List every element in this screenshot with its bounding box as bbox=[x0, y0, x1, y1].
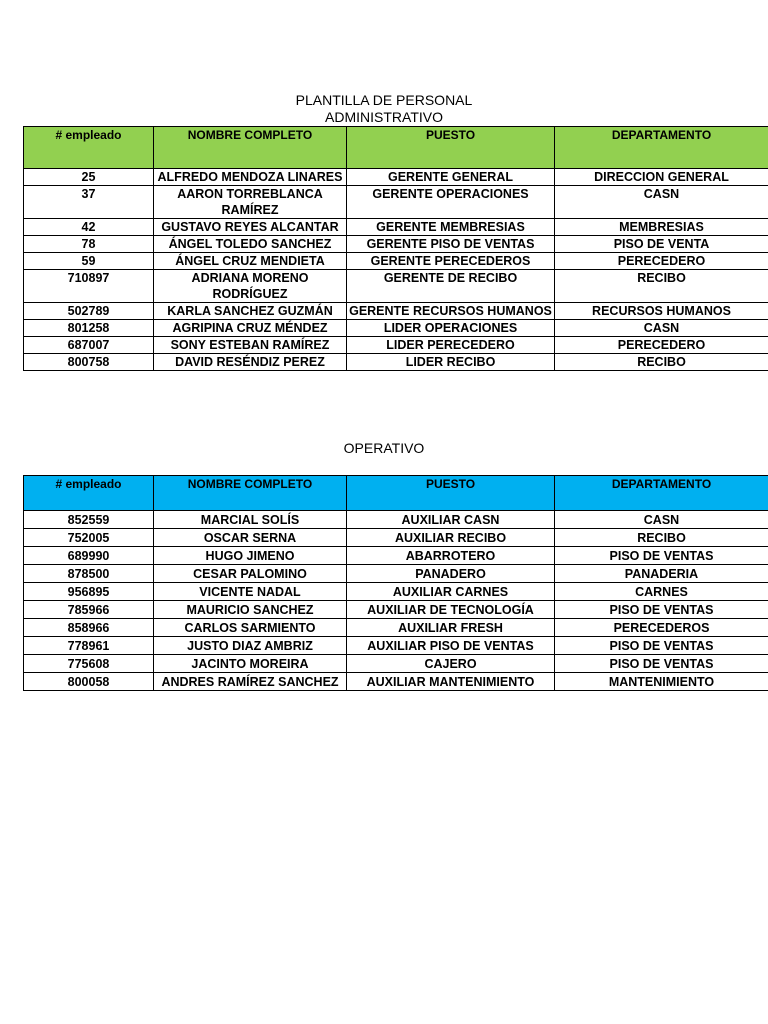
cell-position: GERENTE PISO DE VENTAS bbox=[347, 236, 555, 253]
cell-position: AUXILIAR CASN bbox=[347, 511, 555, 529]
cell-department: PISO DE VENTAS bbox=[555, 637, 768, 655]
table-header-row bbox=[24, 476, 768, 511]
cell-department: CASN bbox=[555, 186, 768, 219]
header-position: PUESTO bbox=[347, 127, 555, 169]
cell-full-name: MAURICIO SANCHEZ bbox=[154, 601, 347, 619]
cell-employee-id: 502789 bbox=[24, 303, 154, 320]
header-department: DEPARTAMENTO bbox=[555, 127, 768, 169]
cell-department: PISO DE VENTAS bbox=[555, 601, 768, 619]
table-row bbox=[24, 583, 768, 601]
cell-employee-id: 778961 bbox=[24, 637, 154, 655]
cell-employee-id: 78 bbox=[24, 236, 154, 253]
header-department: DEPARTAMENTO bbox=[555, 476, 768, 511]
cell-position: LIDER RECIBO bbox=[347, 354, 555, 371]
cell-full-name: VICENTE NADAL bbox=[154, 583, 347, 601]
header-name: NOMBRE COMPLETO bbox=[154, 127, 347, 169]
cell-employee-id: 858966 bbox=[24, 619, 154, 637]
cell-position: GERENTE OPERACIONES bbox=[347, 186, 555, 219]
cell-full-name: ÁNGEL TOLEDO SANCHEZ bbox=[154, 236, 347, 253]
cell-full-name: SONY ESTEBAN RAMÍREZ bbox=[154, 337, 347, 354]
cell-employee-id: 25 bbox=[24, 169, 154, 186]
cell-position: GERENTE DE RECIBO bbox=[347, 270, 555, 303]
cell-full-name: JUSTO DIAZ AMBRIZ bbox=[154, 637, 347, 655]
cell-full-name: ALFREDO MENDOZA LINARES bbox=[154, 169, 347, 186]
cell-full-name: ÁNGEL CRUZ MENDIETA bbox=[154, 253, 347, 270]
cell-position: ABARROTERO bbox=[347, 547, 555, 565]
cell-position: GERENTE PERECEDEROS bbox=[347, 253, 555, 270]
cell-department: PERECEDERO bbox=[555, 253, 768, 270]
table-row bbox=[24, 565, 768, 583]
cell-employee-id: 42 bbox=[24, 219, 154, 236]
table-header-row bbox=[24, 127, 768, 169]
cell-position: LIDER PERECEDERO bbox=[347, 337, 555, 354]
cell-department: RECURSOS HUMANOS bbox=[555, 303, 768, 320]
cell-full-name: AGRIPINA CRUZ MÉNDEZ bbox=[154, 320, 347, 337]
cell-position: AUXILIAR DE TECNOLOGÍA bbox=[347, 601, 555, 619]
header-position: PUESTO bbox=[347, 476, 555, 511]
cell-full-name: ADRIANA MORENO RODRÍGUEZ bbox=[154, 270, 347, 303]
cell-employee-id: 775608 bbox=[24, 655, 154, 673]
cell-department: MEMBRESIAS bbox=[555, 219, 768, 236]
cell-department: CASN bbox=[555, 511, 768, 529]
document-title bbox=[0, 92, 768, 126]
table-row bbox=[24, 637, 768, 655]
cell-employee-id: 785966 bbox=[24, 601, 154, 619]
cell-full-name: JACINTO MOREIRA bbox=[154, 655, 347, 673]
cell-position: GERENTE GENERAL bbox=[347, 169, 555, 186]
cell-full-name: AARON TORREBLANCA RAMÍREZ bbox=[154, 186, 347, 219]
table-row bbox=[24, 601, 768, 619]
cell-employee-id: 710897 bbox=[24, 270, 154, 303]
header-id: # empleado bbox=[24, 476, 154, 511]
cell-employee-id: 800058 bbox=[24, 673, 154, 691]
cell-full-name: GUSTAVO REYES ALCANTAR bbox=[154, 219, 347, 236]
cell-full-name: OSCAR SERNA bbox=[154, 529, 347, 547]
table-row bbox=[24, 511, 768, 529]
title-line-2: ADMINISTRATIVO bbox=[325, 109, 443, 125]
cell-position: GERENTE RECURSOS HUMANOS bbox=[347, 303, 555, 320]
cell-department: PERECEDEROS bbox=[555, 619, 768, 637]
table-row bbox=[24, 270, 768, 303]
administrativo-table bbox=[23, 126, 768, 371]
cell-position: CAJERO bbox=[347, 655, 555, 673]
cell-employee-id: 687007 bbox=[24, 337, 154, 354]
cell-department: PISO DE VENTA bbox=[555, 236, 768, 253]
cell-employee-id: 689990 bbox=[24, 547, 154, 565]
cell-full-name: HUGO JIMENO bbox=[154, 547, 347, 565]
cell-position: GERENTE MEMBRESIAS bbox=[347, 219, 555, 236]
table-row bbox=[24, 529, 768, 547]
section-title-operativo: OPERATIVO bbox=[343, 440, 425, 456]
table-row bbox=[24, 303, 768, 320]
header-name: NOMBRE COMPLETO bbox=[154, 476, 347, 511]
cell-department: PANADERIA bbox=[555, 565, 768, 583]
cell-full-name: ANDRES RAMÍREZ SANCHEZ bbox=[154, 673, 347, 691]
table-row bbox=[24, 169, 768, 186]
table-row bbox=[24, 253, 768, 270]
table-row bbox=[24, 219, 768, 236]
cell-full-name: KARLA SANCHEZ GUZMÁN bbox=[154, 303, 347, 320]
table-row bbox=[24, 547, 768, 565]
cell-department: PISO DE VENTAS bbox=[555, 547, 768, 565]
table-row bbox=[24, 354, 768, 371]
table-row bbox=[24, 236, 768, 253]
cell-department: CASN bbox=[555, 320, 768, 337]
cell-employee-id: 59 bbox=[24, 253, 154, 270]
cell-employee-id: 852559 bbox=[24, 511, 154, 529]
cell-department: PERECEDERO bbox=[555, 337, 768, 354]
cell-full-name: MARCIAL SOLÍS bbox=[154, 511, 347, 529]
operativo-table bbox=[23, 475, 768, 691]
cell-position: AUXILIAR PISO DE VENTAS bbox=[347, 637, 555, 655]
cell-employee-id: 800758 bbox=[24, 354, 154, 371]
cell-full-name: CARLOS SARMIENTO bbox=[154, 619, 347, 637]
table-row bbox=[24, 655, 768, 673]
cell-position: AUXILIAR RECIBO bbox=[347, 529, 555, 547]
cell-department: MANTENIMIENTO bbox=[555, 673, 768, 691]
cell-position: AUXILIAR MANTENIMIENTO bbox=[347, 673, 555, 691]
cell-position: AUXILIAR CARNES bbox=[347, 583, 555, 601]
cell-position: AUXILIAR FRESH bbox=[347, 619, 555, 637]
cell-employee-id: 878500 bbox=[24, 565, 154, 583]
title-line-1: PLANTILLA DE PERSONAL bbox=[295, 92, 473, 108]
cell-department: PISO DE VENTAS bbox=[555, 655, 768, 673]
cell-position: PANADERO bbox=[347, 565, 555, 583]
table-row bbox=[24, 619, 768, 637]
cell-department: RECIBO bbox=[555, 354, 768, 371]
cell-full-name: CESAR PALOMINO bbox=[154, 565, 347, 583]
cell-department: DIRECCION GENERAL bbox=[555, 169, 768, 186]
cell-full-name: DAVID RESÉNDIZ PEREZ bbox=[154, 354, 347, 371]
cell-department: RECIBO bbox=[555, 529, 768, 547]
cell-employee-id: 37 bbox=[24, 186, 154, 219]
table-row bbox=[24, 673, 768, 691]
cell-department: RECIBO bbox=[555, 270, 768, 303]
cell-employee-id: 956895 bbox=[24, 583, 154, 601]
cell-department: CARNES bbox=[555, 583, 768, 601]
cell-position: LIDER OPERACIONES bbox=[347, 320, 555, 337]
cell-employee-id: 752005 bbox=[24, 529, 154, 547]
table-row bbox=[24, 320, 768, 337]
cell-employee-id: 801258 bbox=[24, 320, 154, 337]
table-row bbox=[24, 186, 768, 219]
header-id: # empleado bbox=[24, 127, 154, 169]
table-row bbox=[24, 337, 768, 354]
